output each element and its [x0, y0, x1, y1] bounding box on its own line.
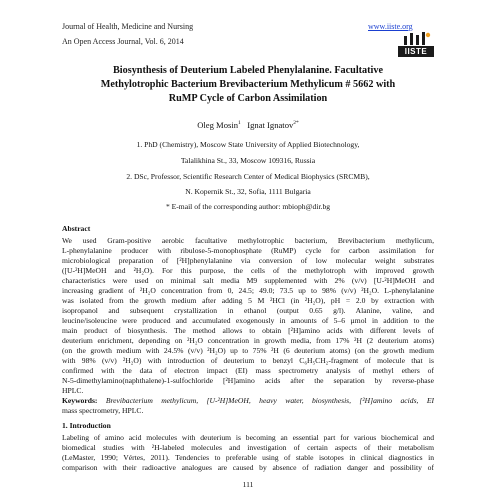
introduction-heading: 1. Introduction — [62, 421, 111, 430]
abstract-line: HPLC. — [62, 386, 84, 395]
keywords-line: mass spectrometry, HPLC. — [62, 406, 144, 415]
author-affiliation-mark: 2* — [293, 120, 299, 126]
paper-title-line-2: Methylotrophic Bacterium Brevibacterium Methylicum # 5662 with — [100, 79, 396, 90]
journal-subtitle: An Open Access Journal, Vol. 6, 2014 — [62, 37, 184, 46]
abstract-line: leucine/isoleucine were produced and accumulated exogenously in amounts of 5–6 µmol in addition to the — [62, 316, 434, 325]
logo-text: IISTE — [398, 46, 434, 57]
corresponding-author-email: * E-mail of the corresponding author: mbioph@dir.bg — [165, 202, 331, 211]
abstract-line: (on the growth medium with 24.5% (v/v) ²H₂O) up to 75% ²H (6 deuterium atoms) (on the growth medium — [62, 346, 434, 355]
abstract-line: with 98% (v/v) ²H₂O) with introduction of deuterium to benzyl C₆H₅CH₂-fragment of molecule that is — [62, 356, 434, 365]
abstract-line: N-5-dimethylamino(naphthalene)-1-sulfochloride [²H]amino acids after the separation by reverse-phase — [62, 376, 434, 385]
page-number: 111 — [242, 480, 254, 489]
introduction-line: biomedical studies with ²H-labeled molecules and investigation of certain aspects of their metabolism — [62, 443, 434, 452]
introduction-line: comparison with their radioactive analogues are caused by absence of radiation danger and possibility of — [62, 463, 434, 472]
abstract-line: characteristics were used on minimal salt media M9 supplemented with 2% (v/v) [U-²H]MeOH and — [62, 276, 434, 285]
author-name: Ignat Ignatov — [247, 119, 294, 130]
abstract-line: was isolated from the growth medium after adding 5 M ²HCl (in ²H₂O), pH = 2.0 by extraction with — [62, 296, 434, 305]
author-name: Oleg Mosin — [197, 119, 239, 130]
introduction-line: Labeling of amino acid molecules with deuterium is becoming an essential part for various biochemical and — [62, 433, 434, 442]
abstract-line: main product of biosynthesis. The method allows to obtain [²H]amino acids with different levels of — [62, 326, 434, 335]
abstract-line: deuterium enrichment, depending on ²H₂O concentration in growth media, from 17% ²H (2 deuterium atoms) — [62, 336, 434, 345]
paper-title-line-1: Biosynthesis of Deuterium Labeled Phenylalanine. Facultative — [113, 65, 383, 76]
affiliation-line: 1. PhD (Chemistry), Moscow State University of Applied Biotechnology, — [136, 140, 360, 149]
abstract-line: increasing gradient of ²H₂O concentration from 0, 24.5; 49.0; 73.5 up to 98% (v/v) ²H₂O. L-phenylalanine — [62, 286, 434, 295]
logo-emblem-icon — [398, 31, 434, 45]
abstract-line: isopropanol and subsequent crystallization in ethanol (output 0.65 g/l). Alanine, valine, and — [62, 306, 434, 315]
affiliation-line: N. Kopernik St., 32, Sofia, 1111 Bulgaria — [185, 187, 311, 196]
journal-name: Journal of Health, Medicine and Nursing — [62, 22, 194, 31]
abstract-line: We used Gram-positive aerobic facultative methylotrophic bacterium, Brevibacterium methylicum, — [62, 236, 434, 245]
affiliation-line: 2. DSc, Professor, Scientific Research Center of Medical Biophysics (SRCMB), — [126, 172, 370, 181]
author-affiliation-mark: 1 — [238, 120, 241, 126]
abstract-heading: Abstract — [62, 224, 91, 233]
iiste-logo — [398, 31, 434, 57]
introduction-line: (LeMaster, 1990; Vértes, 2011). Tendencies to preferable using of stable isotopes in clinical diagnostics in — [62, 453, 434, 462]
affiliation-line: Talalikhina St., 33, Moscow 109316, Russia — [180, 156, 316, 165]
abstract-line: ([U-²H]MeOH and ²H₂O). For this purpose, the cells of the methylotroph with improved growth — [62, 266, 434, 275]
paper-title-line-3: RuMP Cycle of Carbon Assimilation — [168, 93, 328, 104]
keywords-label: Keywords: — [62, 396, 98, 405]
journal-url-link[interactable]: www.iiste.org — [368, 22, 413, 31]
keywords-line — [62, 396, 434, 406]
keywords-list: Brevibacterium methylicum, [U-²H]MeOH, heavy water, biosynthesis, [²H]amino acids, EI — [105, 396, 434, 405]
abstract-line: L-phenylalanine producer with ribulose-5-monophosphate (RuMP) cycle for carbon assimilation for — [62, 246, 434, 255]
abstract-line: confirmed with the data of electron impact (EI) mass spectrometry analysis of methyl ethers of — [62, 366, 434, 375]
abstract-line: microbiological preparation of [²H]phenylalanine via conversion of low molecular weight substrates — [62, 256, 434, 265]
author-line — [62, 118, 434, 130]
